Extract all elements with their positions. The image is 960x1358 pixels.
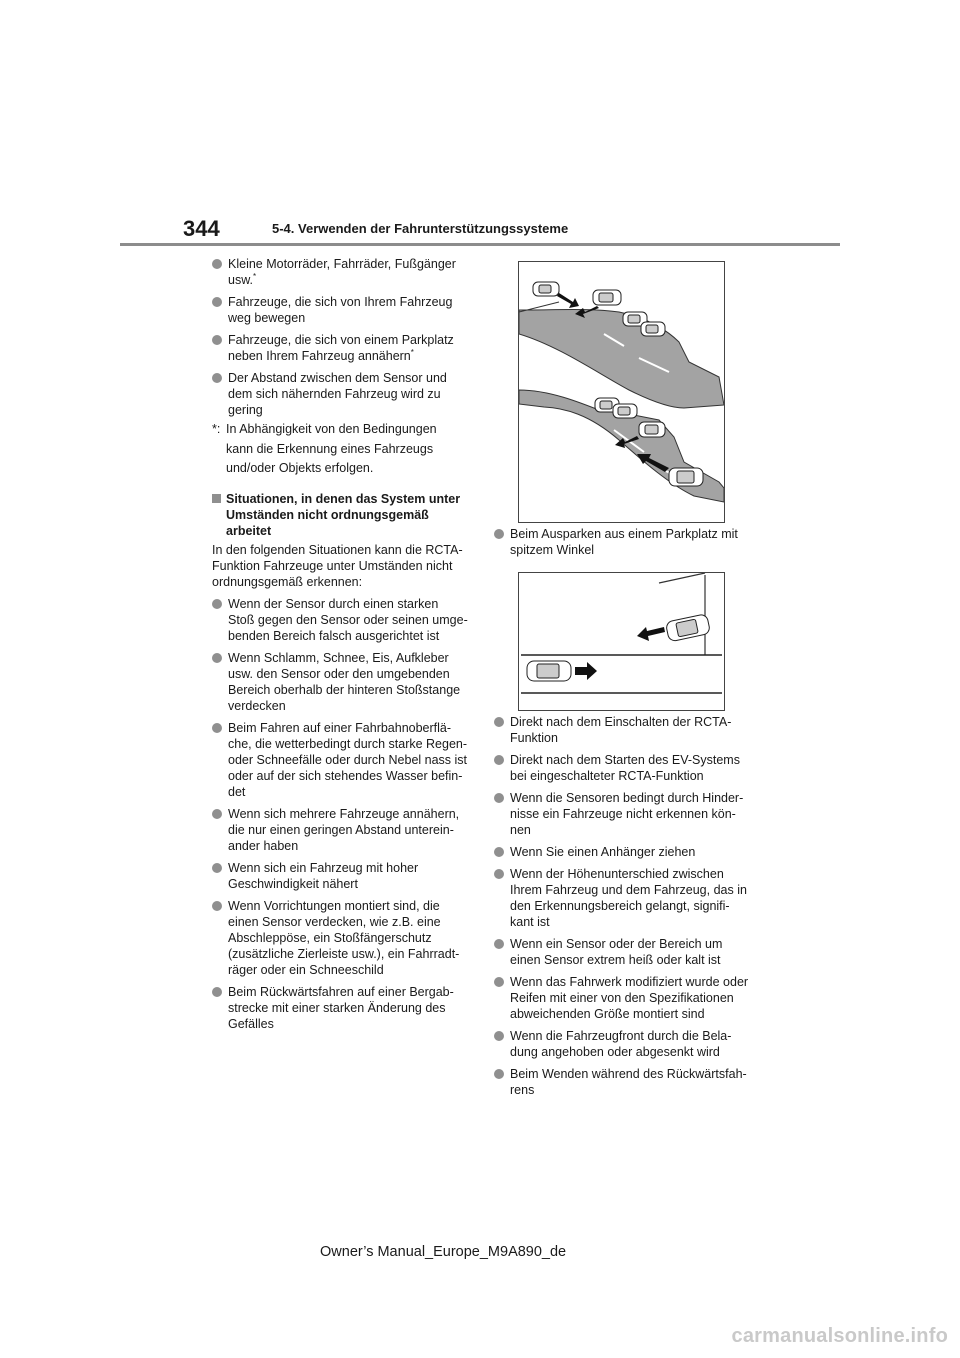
list-item-text: Wenn ein Sensor oder der Bereich um einen Sensor extrem heiß oder kalt ist: [510, 937, 723, 967]
subheading-text: Situationen, in denen das System unter Umständen nicht ordnungsgemäß arbeitet: [226, 491, 461, 538]
list-item-text: Wenn Schlamm, Schnee, Eis, Aufkleber usw. den Sensor oder den umgebenden Bereich oberhalb der hinteren Stoßstange verdecken: [228, 650, 461, 713]
curved-road-svg: [519, 262, 724, 522]
list-item: [494, 752, 750, 784]
footnote-text: In Abhängigkeit von den Bedingungen kann die Erkennung eines Fahrzeugs und/oder Objekts erfolgen.: [226, 422, 437, 475]
footnote-mark: *:: [212, 422, 221, 436]
list-item-text: Direkt nach dem Starten des EV-Systems bei eingeschalteter RCTA-Funktion: [510, 753, 740, 783]
bullet-icon: [212, 653, 222, 663]
car-icon: [639, 422, 665, 437]
left-column: [212, 256, 470, 1038]
car-icon: [669, 468, 703, 486]
bullet-icon: [212, 809, 222, 819]
bullet-icon: [212, 599, 222, 609]
arrow-icon: [557, 293, 579, 308]
footnote-ref: *: [253, 271, 257, 281]
list-item: [212, 806, 470, 854]
page-number: 344: [183, 216, 220, 241]
list-item: [494, 526, 750, 558]
list-item-text: Beim Rückwärtsfahren auf einer Bergab- strecke mit einer starken Änderung des Gefälles: [228, 984, 454, 1031]
list-item: [212, 860, 470, 892]
bullet-icon: [212, 335, 222, 345]
list-item: [212, 984, 470, 1032]
list-item-text: Wenn das Fahrwerk modifiziert wurde oder Reifen mit einer von den Spezifikationen abweichenden Größe montiert sind: [510, 975, 749, 1021]
list-item: [212, 294, 470, 326]
list-item: [212, 596, 470, 644]
bullet-icon: [494, 847, 504, 857]
list-item-text: Wenn Sie einen Anhänger ziehen: [510, 845, 696, 859]
list-item-text: Der Abstand zwischen dem Sensor und dem sich nähernden Fahrzeug wird zu gering: [228, 371, 447, 417]
list-item: [494, 974, 750, 1022]
bullet-icon: [494, 755, 504, 765]
list-item-text: Wenn Vorrichtungen montiert sind, die einen Sensor verdecken, wie z.B. eine Abschleppöse, ein Stoßfängerschutz (zusätzliche Zierleiste usw.), ein Fahrradt- räger oder ein Schneeschild: [228, 898, 460, 977]
list-item-text: Fahrzeuge, die sich von Ihrem Fahrzeug weg bewegen: [228, 295, 453, 325]
bullet-icon: [212, 723, 222, 733]
section-title: 5-4. Verwenden der Fahrunterstützungssysteme: [272, 221, 569, 236]
bullet-icon: [494, 977, 504, 987]
list-item-text: Direkt nach dem Einschalten der RCTA- Funktion: [510, 715, 732, 745]
list-item-text: Wenn die Fahrzeugfront durch die Bela- dung angehoben oder abgesenkt wird: [510, 1029, 732, 1059]
list-item-text: Wenn der Sensor durch einen starken Stoß gegen den Sensor oder seinen umge- benden Bereich falsch ausgerichtet ist: [228, 596, 468, 643]
list-item: [212, 256, 470, 288]
list-item: [494, 714, 750, 746]
bullet-icon: [212, 259, 222, 269]
bullet-icon: [212, 987, 222, 997]
footnote-ref: *: [410, 347, 414, 357]
subheading: [212, 491, 470, 539]
illustration-curved-road: [518, 261, 725, 523]
bullet-icon: [212, 863, 222, 873]
list-item: [494, 790, 750, 838]
right-column: [494, 526, 750, 1104]
list-item-text: Wenn sich mehrere Fahrzeuge annähern, die nur einen geringen Abstand unterein- ander haben: [228, 806, 460, 853]
car-icon: [593, 290, 621, 305]
list-item: [212, 898, 470, 978]
bullet-icon: [494, 869, 504, 879]
list-item-text: Wenn die Sensoren bedingt durch Hinder- nisse ein Fahrzeuge nicht erkennen kön- nen: [510, 791, 744, 837]
bullet-icon: [494, 939, 504, 949]
list-item: [494, 844, 750, 860]
list-item: [212, 370, 470, 418]
list-item-text: Beim Ausparken aus einem Parkplatz mit spitzem Winkel: [510, 527, 738, 557]
bullet-icon: [212, 297, 222, 307]
list-item: [494, 866, 750, 930]
bullet-icon: [494, 529, 504, 539]
list-item: [212, 720, 470, 800]
watermark[interactable]: carmanualsonline.info: [731, 1325, 948, 1347]
list-item: [212, 650, 470, 714]
bullet-icon: [212, 373, 222, 383]
list-item: [494, 936, 750, 968]
intro-paragraph: In den folgenden Situationen kann die RCTA- Funktion Fahrzeuge unter Umständen nicht ordnungsgemäß erkennen:: [212, 542, 463, 589]
bullet-icon: [494, 793, 504, 803]
bullet-icon: [494, 1031, 504, 1041]
bullet-icon: [494, 717, 504, 727]
car-icon: [533, 282, 559, 296]
car-icon: [613, 404, 637, 418]
list-item-text: Wenn sich ein Fahrzeug mit hoher Geschwindigkeit nähert: [228, 860, 419, 891]
footer-text: Owner’s Manual_Europe_M9A890_de: [320, 1244, 567, 1260]
header-rule: [120, 243, 840, 246]
figure-spacer: [494, 558, 750, 714]
bullet-icon: [212, 901, 222, 911]
list-item: [494, 1066, 750, 1098]
list-item: [212, 332, 470, 364]
car-icon: [641, 322, 665, 336]
list-item-text: Beim Wenden während des Rückwärtsfah- rens: [510, 1067, 747, 1097]
list-item-text: Fahrzeuge, die sich von einem Parkplatz neben Ihrem Fahrzeug annähern: [228, 333, 454, 363]
bullet-icon: [494, 1069, 504, 1079]
square-bullet-icon: [212, 494, 221, 503]
list-item-text: Beim Fahren auf einer Fahrbahnoberflä- che, die wetterbedingt durch starke Regen- oder Schneefälle oder durch Nebel nass ist oder auf der sich stehendes Wasser befin- det: [228, 720, 468, 799]
list-item-text: Wenn der Höhenunterschied zwischen Ihrem Fahrzeug und dem Fahrzeug, das in den Erkennungsbereich gelangt, signifi- kant ist: [510, 867, 747, 929]
footnote: [212, 420, 470, 479]
list-item: [494, 1028, 750, 1060]
list-item-text: Kleine Motorräder, Fahrräder, Fußgänger usw.: [228, 257, 456, 287]
